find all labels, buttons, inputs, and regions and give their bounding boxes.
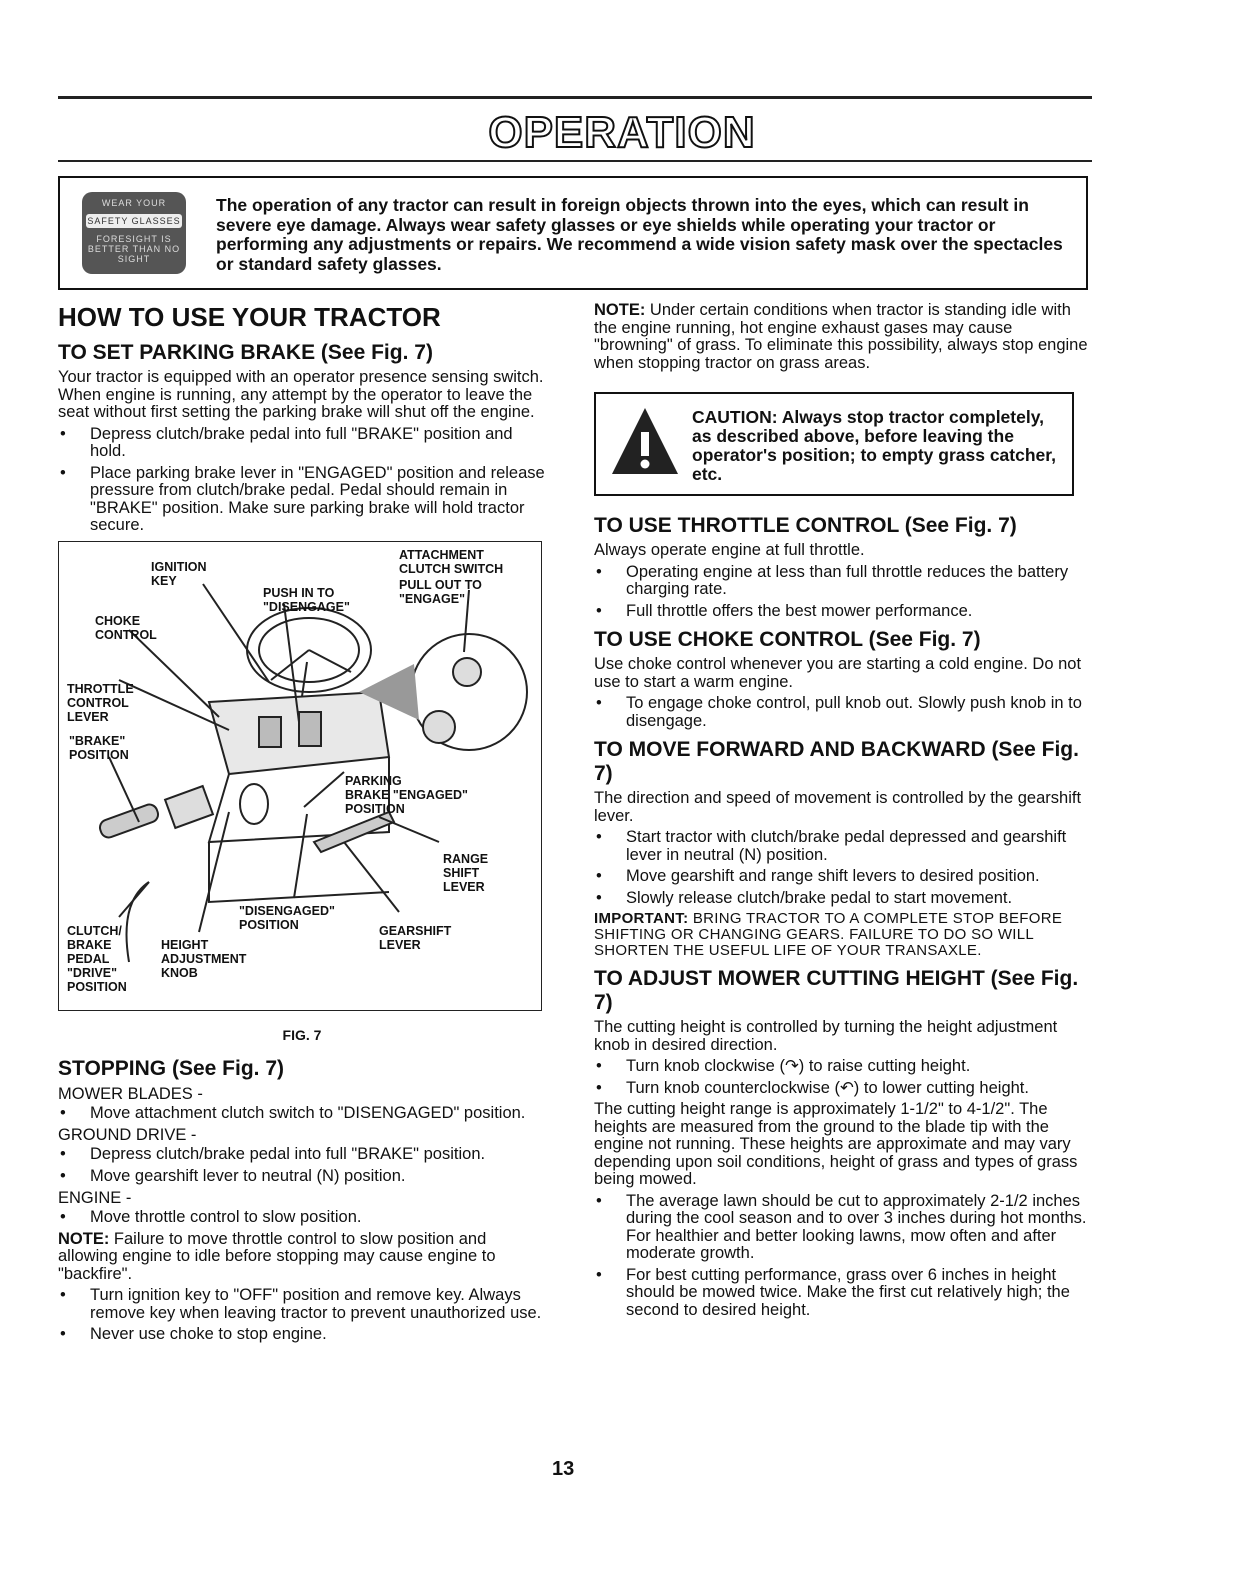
page-title: OPERATION — [488, 108, 756, 157]
caution-box — [594, 392, 1074, 496]
label-gearshift: GEARSHIFT LEVER — [379, 923, 452, 952]
list-item: • Slowly release clutch/brake pedal to start movement. — [594, 890, 1090, 908]
label-range-shift: RANGE SHIFT LEVER — [443, 851, 489, 894]
safety-glasses-icon — [82, 192, 186, 274]
icon-bottom-text: FORESIGHT IS BETTER THAN NO SIGHT — [87, 234, 181, 264]
height-bullets-2 — [594, 1193, 1090, 1320]
figure-caption: FIG. 7 — [282, 1026, 322, 1043]
ground-bullets — [58, 1146, 546, 1185]
list-item: • Never use choke to stop engine. — [58, 1326, 546, 1344]
stopping-note — [58, 1231, 546, 1284]
caution-text: CAUTION: Always stop tractor completely, as described above, before leaving the operator's position; to empty grass catcher, etc. — [692, 407, 1056, 484]
list-item: • Place parking brake lever in "ENGAGED" position and release pressure from clutch/brake pedal. Pedal should remain in "BRAKE" position. Make sure parking brake will hold tractor secure. — [58, 465, 546, 535]
list-item: • Operating engine at less than full throttle reduces the battery charging rate. — [594, 564, 1090, 599]
height-intro: The cutting height is controlled by turning the height adjustment knob in desired direction. — [594, 1018, 1058, 1054]
throttle-intro: Always operate engine at full throttle. — [594, 541, 865, 559]
important-label: IMPORTANT: — [594, 910, 689, 927]
label-clutch-pedal: CLUTCH/ BRAKE PEDAL "DRIVE" POSITION — [67, 923, 127, 994]
list-item: • Move attachment clutch switch to "DISENGAGED" position. — [58, 1105, 546, 1123]
label-throttle-lever: THROTTLE CONTROL LEVER — [67, 681, 134, 724]
final-bullets — [58, 1287, 546, 1344]
caution-triangle-icon — [608, 404, 682, 482]
list-item: • Turn ignition key to "OFF" position and remove key. Always remove key when leaving tractor to prevent unauthorized use. — [58, 1287, 546, 1322]
height-heading: TO ADJUST MOWER CUTTING HEIGHT (See Fig. 7) — [594, 967, 1079, 1014]
parking-heading: TO SET PARKING BRAKE (See Fig. 7) — [58, 341, 433, 364]
engine-label: ENGINE - — [58, 1189, 132, 1207]
ground-label: GROUND DRIVE - — [58, 1126, 197, 1144]
label-brake-position: "BRAKE" POSITION — [69, 733, 129, 762]
list-item: • Start tractor with clutch/brake pedal depressed and gearshift lever in neutral (N) position. — [594, 829, 1090, 864]
height-para: The cutting height range is approximately 1-1/2" to 4-1/2". The heights are measured from the ground to the blade tip with the engine not running. These heights are approximate and may vary depending upon soil conditions, height of grass and types of grass being mowed. — [594, 1100, 1078, 1188]
choke-heading: TO USE CHOKE CONTROL (See Fig. 7) — [594, 628, 981, 651]
note-text: Under certain conditions when tractor is standing idle with the engine running, hot engine exhaust gases may cause "browning" of grass. To eliminate this possibility, always stop engine when stopping tractor on grass areas. — [594, 301, 1088, 372]
forward-bullets — [594, 829, 1090, 907]
important-note — [594, 911, 1090, 959]
label-attachment-clutch: ATTACHMENT CLUTCH SWITCH — [399, 547, 504, 576]
height-bullets — [594, 1058, 1090, 1097]
forward-intro: The direction and speed of movement is controlled by the gearshift lever. — [594, 789, 1082, 825]
forward-heading: TO MOVE FORWARD AND BACKWARD (See Fig. 7) — [594, 738, 1079, 785]
list-item: • Full throttle offers the best mower performance. — [594, 603, 1090, 621]
label-ignition-key: IGNITION KEY — [151, 559, 207, 588]
left-column — [58, 302, 546, 1348]
throttle-heading: TO USE THROTTLE CONTROL (See Fig. 7) — [594, 514, 1017, 537]
list-item: • Depress clutch/brake pedal into full "BRAKE" position. — [58, 1146, 546, 1164]
note-label: NOTE: — [594, 301, 646, 319]
list-item: • Turn knob counterclockwise (↶) to lower cutting height. — [594, 1080, 1090, 1098]
right-column — [594, 302, 1090, 1323]
list-item: • For best cutting performance, grass over 6 inches in height should be mowed twice. Make the first cut relatively high; the second to desired height. — [594, 1267, 1090, 1320]
important-text: BRING TRACTOR TO A COMPLETE STOP BEFORE SHIFTING OR CHANGING GEARS. FAILURE TO DO SO WILL SHORTEN THE USEFUL LIFE OF YOUR TRANSAXLE. — [594, 910, 1063, 959]
choke-bullets — [594, 695, 1090, 730]
warning-text: The operation of any tractor can result in foreign objects thrown into the eyes, which can result in severe eye damage. Always wear safety glasses or eye shields while operating your tractor or performing any adjustments or repairs. We recommend a wide vision safety mask over the spectacles or standard safety glasses. — [216, 195, 1063, 274]
title-rule — [58, 160, 1092, 162]
list-item: • Move gearshift lever to neutral (N) position. — [58, 1168, 546, 1186]
list-item: • The average lawn should be cut to approximately 2-1/2 inches during the cool season and to over 3 inches during hot months. For healthier and better looking lawns, mow often and after moderate growth. — [594, 1193, 1090, 1263]
label-pull-out: PULL OUT TO "ENGAGE" — [399, 577, 482, 606]
exhaust-note — [594, 302, 1090, 372]
label-height-knob: HEIGHT ADJUSTMENT KNOB — [161, 937, 247, 980]
section-heading: HOW TO USE YOUR TRACTOR — [58, 302, 441, 332]
choke-intro: Use choke control whenever you are starting a cold engine. Do not use to start a warm engine. — [594, 655, 1082, 691]
label-disengaged: "DISENGAGED" POSITION — [239, 903, 335, 932]
icon-top-text: WEAR YOUR — [101, 198, 167, 208]
parking-intro: Your tractor is equipped with an operator presence sensing switch. When engine is running, any attempt by the operator to leave the seat without first setting the parking brake will shut off the engine. — [58, 368, 544, 421]
note-label: NOTE: — [58, 1229, 110, 1248]
safety-warning-box — [58, 176, 1088, 290]
throttle-bullets — [594, 564, 1090, 621]
stopping-heading: STOPPING (See Fig. 7) — [58, 1056, 284, 1080]
mower-label: MOWER BLADES - — [58, 1084, 203, 1103]
list-item: • Depress clutch/brake pedal into full "BRAKE" position and hold. — [58, 426, 546, 461]
figure-7 — [58, 541, 542, 1011]
top-rule — [58, 96, 1092, 99]
page-number: 13 — [552, 1458, 575, 1480]
note-text: Failure to move throttle control to slow position and allowing engine to idle before stopping may cause engine to "backfire". — [58, 1229, 496, 1283]
label-parking-brake: PARKING BRAKE "ENGAGED" POSITION — [345, 773, 468, 816]
engine-bullets — [58, 1209, 546, 1227]
mower-bullets — [58, 1105, 546, 1123]
icon-mid-text: SAFETY GLASSES — [87, 216, 181, 226]
label-push-in: PUSH IN TO "DISENGAGE" — [263, 585, 350, 614]
list-item: • To engage choke control, pull knob out. Slowly push knob in to disengage. — [594, 695, 1090, 730]
parking-bullets — [58, 426, 546, 535]
label-choke-control: CHOKE CONTROL — [95, 613, 157, 642]
list-item: • Move gearshift and range shift levers to desired position. — [594, 868, 1090, 886]
list-item: • Move throttle control to slow position. — [58, 1209, 546, 1227]
list-item: • Turn knob clockwise (↷) to raise cutting height. — [594, 1058, 1090, 1076]
